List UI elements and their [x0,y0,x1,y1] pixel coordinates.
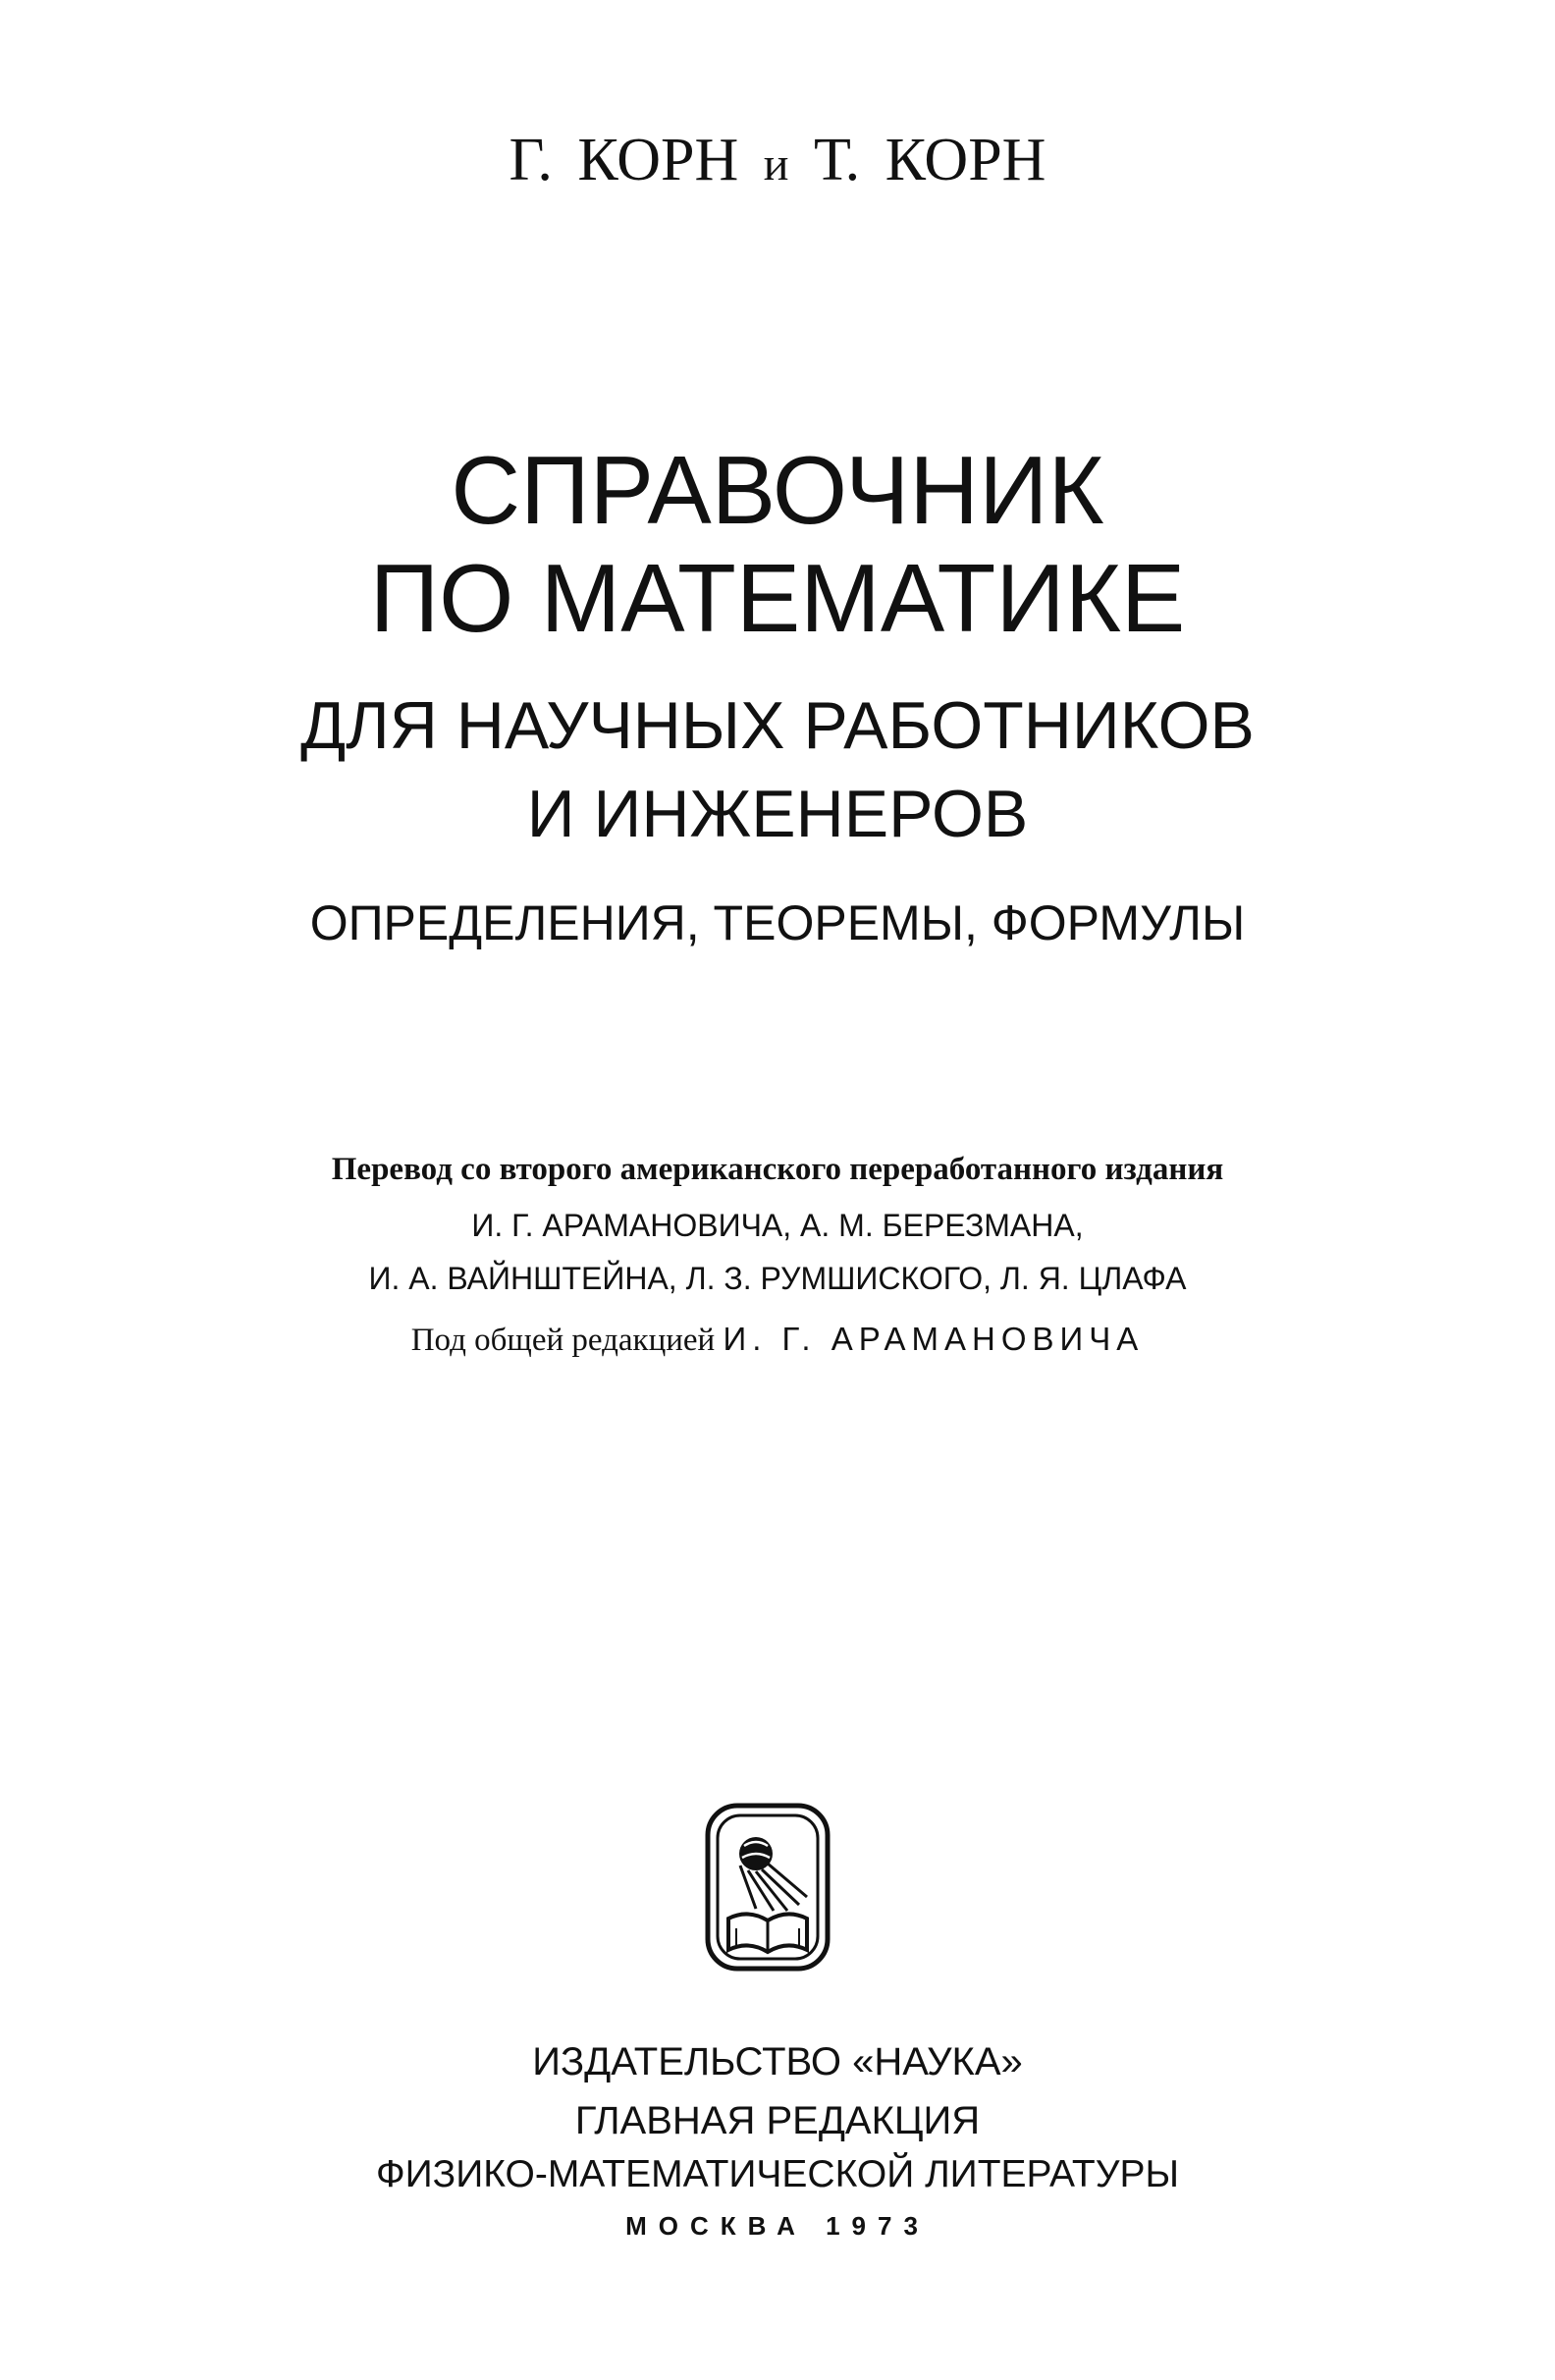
subtitle-line-2: И ИНЖЕНЕРОВ [526,777,1029,851]
translation-note: Перевод со второго американского переработанного издания [331,1152,1224,1187]
publisher-literature: ФИЗИКО-МАТЕМАТИЧЕСКОЙ ЛИТЕРАТУРЫ [375,2153,1180,2195]
book-title-line-2: ПО МАТЕМАТИКЕ [369,544,1186,652]
book-title-line-1: СПРАВОЧНИК [451,436,1104,544]
publication-place-year: МОСКВА 1973 [625,2211,930,2241]
publisher-name: ИЗДАТЕЛЬСТВО «НАУКА» [532,2040,1023,2083]
translators-line-1: И. Г. АРАМАНОВИЧА, А. М. БЕРЕЗМАНА, [471,1208,1084,1243]
author-first: Г. КОРН [509,127,739,193]
editor-credit [0,1323,1555,1357]
author-conjunction: и [763,138,789,190]
editor-prefix: Под общей редакцией [410,1323,716,1358]
subtitle-line-1: ДЛЯ НАУЧНЫХ РАБОТНИКОВ [300,688,1255,763]
editor-name: И. Г. АРАМАНОВИЧА [723,1321,1145,1357]
translators-line-2: И. А. ВАЙНШТЕЙНА, Л. З. РУМШИСКОГО, Л. Я. ЦЛАФА [368,1261,1187,1296]
authors [0,127,1555,193]
subtitle-line-3: ОПРЕДЕЛЕНИЯ, ТЕОРЕМЫ, ФОРМУЛЫ [309,895,1246,950]
publisher-division: ГЛАВНАЯ РЕДАКЦИЯ [574,2099,981,2142]
author-second: Т. КОРН [813,127,1046,193]
publisher-emblem-icon [705,1803,831,1972]
